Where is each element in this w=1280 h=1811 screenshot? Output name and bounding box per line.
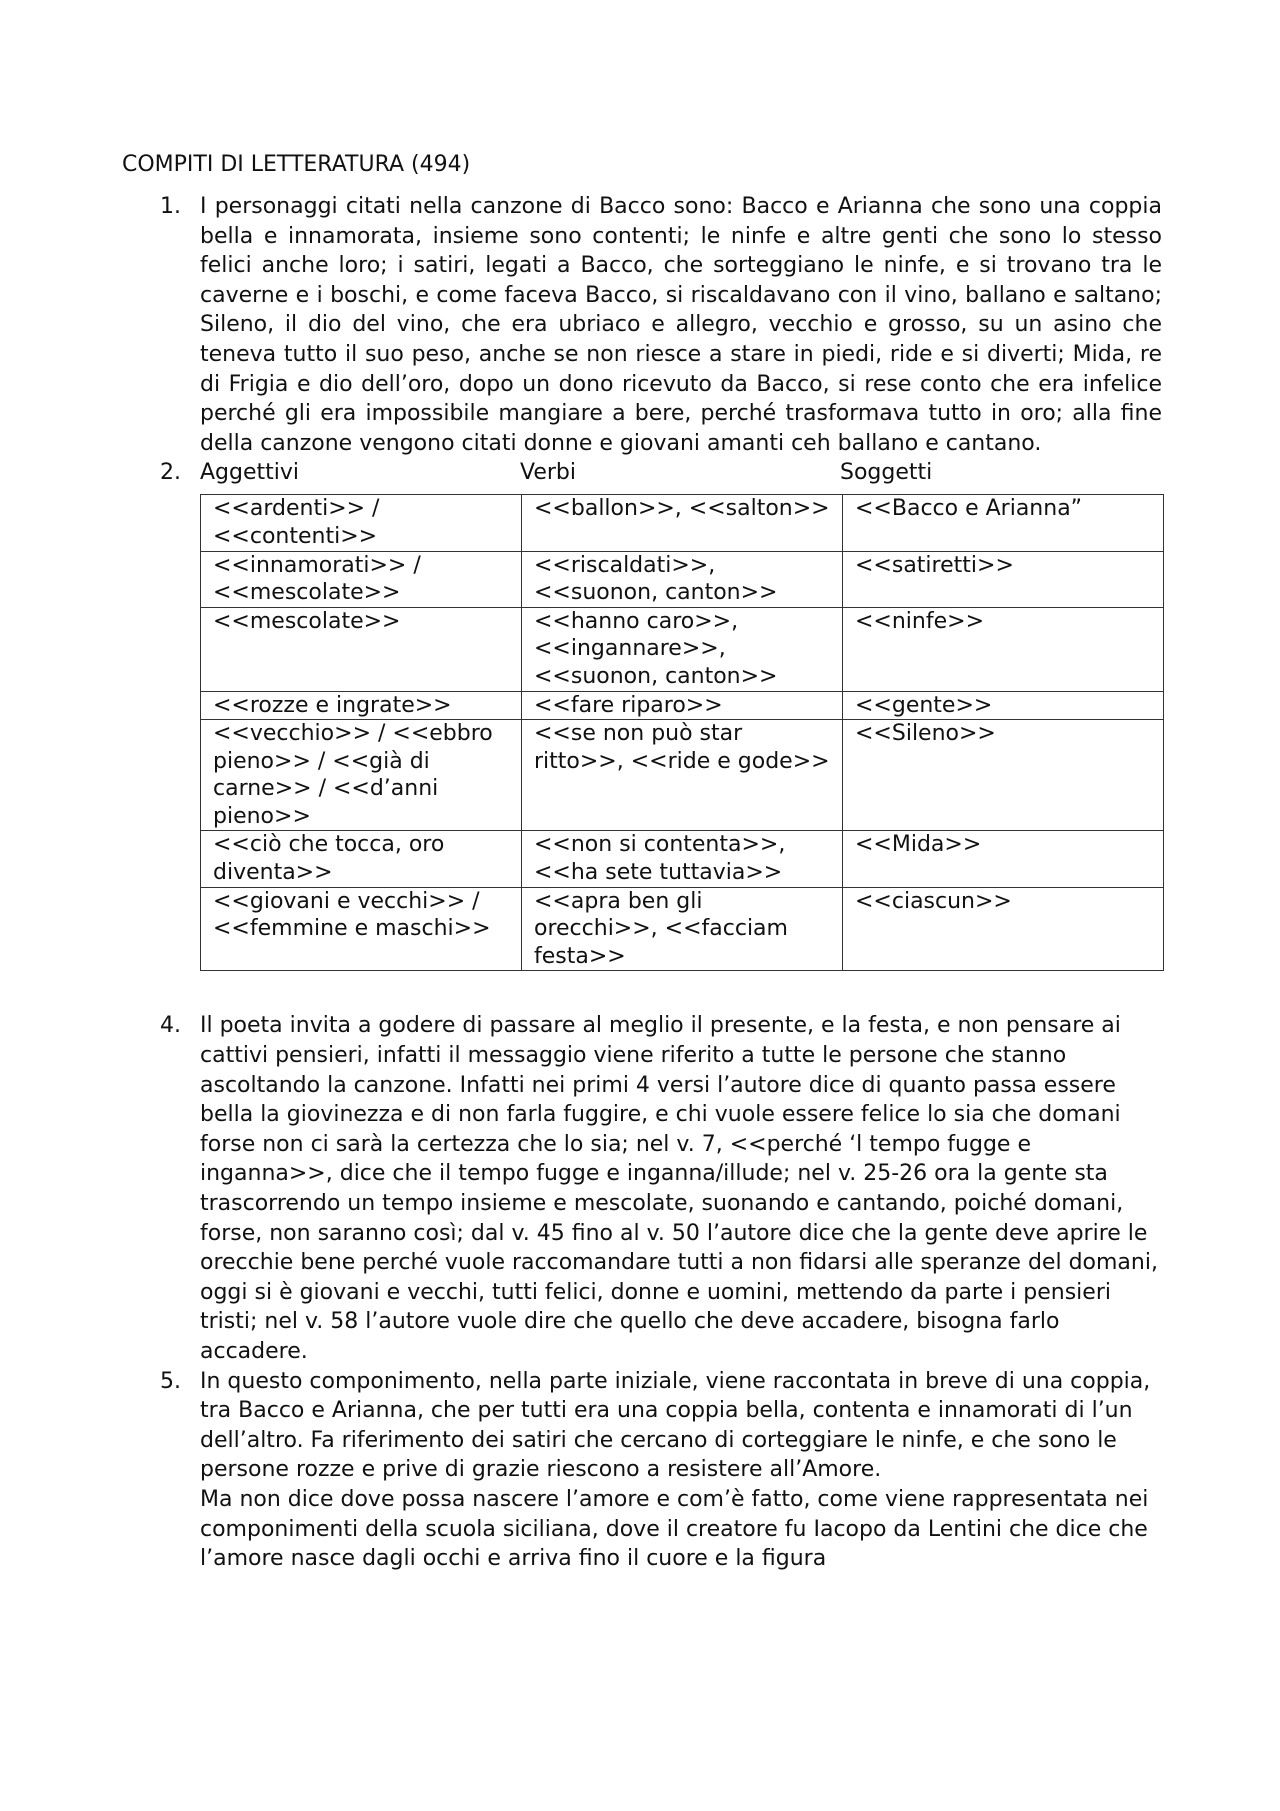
answer-text: Il poeta invita a godere di passare al meglio il presente, e la festa, e non pensare ai cattivi pensieri, infatti il messaggio viene riferito a tutte le persone che stanno ascoltando la canzone. Infatti nei primi 4 versi l’autore dice di quanto passa essere bella la giovinezza e di non farla fuggire, e chi vuole essere felice lo sia che domani forse non ci sarà la certezza che lo sia; nel v. 7, <<perché ‘l tempo fugge e inganna>>, dice che il tempo fugge e inganna/illude; nel v. 25-26 ora la gente sta trascorrendo un tempo insieme e mescolate, suonando e cantando, poiché domani, forse, non saranno così; dal v. 45 fino al v. 50 l’autore dice che la gente deve aprire le orecchie bene perché vuole raccomandare tutti a non fidarsi alle speranze del domani, oggi si è giovani e vecchi, tutti felici, donne e uomini, mettendo da parte i pensieri tristi; nel v. 58 l’autore vuole dire che quello che deve accadere, bisogna farlo accadere. (200, 1013, 1158, 1364)
table-cell: <<ciò che tocca, oro diventa>> (201, 831, 522, 887)
document-page (122, 150, 1162, 1574)
answer-1 (122, 192, 1162, 458)
table-cell: <<hanno caro>>, <<ingannare>>, <<suonon, canton>> (522, 607, 843, 691)
table-cell: <<rozze e ingrate>> (201, 691, 522, 720)
header-verbi: Verbi (520, 460, 576, 486)
table-row (201, 691, 1164, 720)
table-cell: <<ciascun>> (843, 887, 1164, 971)
answer-number: 1. (160, 194, 181, 219)
answer-number: 5. (160, 1368, 181, 1394)
answer-5 (122, 1367, 1162, 1574)
header-soggetti: Soggetti (840, 460, 933, 486)
table-cell: <<Sileno>> (843, 720, 1164, 831)
table-row (201, 720, 1164, 831)
table-cell: <<non si contenta>>, <<ha sete tuttavia>> (522, 831, 843, 887)
table-cell: <<ardenti>> / <<contenti>> (201, 495, 522, 551)
table-cell: <<Bacco e Arianna” (843, 495, 1164, 551)
table-row (201, 607, 1164, 691)
answer-number: 2. (160, 460, 181, 486)
table-headers (200, 458, 1162, 494)
table-cell: <<gente>> (843, 691, 1164, 720)
answer-text: In questo componimento, nella parte iniziale, viene raccontata in breve di una coppia, tra Bacco e Arianna, che per tutti era una coppia bella, contenta e innamorati di l’un dell’altro. Fa riferimento dei satiri che cercano di corteggiare le ninfe, e che sono le persone rozze e prive di grazie riescono a resistere all’Amore. (200, 1368, 1151, 1483)
table-cell: <<innamorati>> / <<mescolate>> (201, 551, 522, 607)
answer-text-continued: Ma non dice dove possa nascere l’amore e com’è fatto, come viene rappresentata nei componimenti della scuola siciliana, dove il creatore fu Iacopo da Lentini che dice che l’amore nasce dagli occhi e arriva fino il cuore e la figura (200, 1486, 1149, 1572)
table-cell: <<vecchio>> / <<ebbro pieno>> / <<già di carne>> / <<d’anni pieno>> (201, 720, 522, 831)
table-cell: <<giovani e vecchi>> / <<femmine e maschi>> (201, 887, 522, 971)
table-cell: <<ninfe>> (843, 607, 1164, 691)
answer-text: I personaggi citati nella canzone di Bacco sono: Bacco e Arianna che sono una coppia bella e innamorata, insieme sono contenti; le ninfe e altre genti che sono lo stesso felici anche loro; i satiri, legati a Bacco, che sorteggiano le ninfe, e si trovano tra le caverne e i boschi, e come faceva Bacco, si riscaldavano con il vino, ballano e saltano; Sileno, il dio del vino, che era ubriaco e allegro, vecchio e grosso, su un asino che teneva tutto il suo peso, anche se non riesce a stare in piedi, ride e si diverti; Mida, re di Frigia e dio dell’oro, dopo un dono ricevuto da Bacco, si rese conto che era infelice perché gli era impossibile mangiare a bere, perché trasformava tutto in oro; alla fine della canzone vengono citati donne e giovani amanti ceh ballano e cantano. (200, 194, 1162, 456)
table-cell: <<Mida>> (843, 831, 1164, 887)
page-title: COMPITI DI LETTERATURA (494) (122, 152, 471, 177)
table-cell: <<ballon>>, <<salton>> (522, 495, 843, 551)
table-cell: <<se non può star ritto>>, <<ride e gode>> (522, 720, 843, 831)
analysis-table (200, 494, 1164, 971)
header-aggettivi: Aggettivi (200, 460, 300, 486)
table-row (201, 495, 1164, 551)
answer-2 (122, 458, 1162, 494)
table-row (201, 887, 1164, 971)
table-cell: <<apra ben gli orecchi>>, <<facciam festa>> (522, 887, 843, 971)
table-cell: <<satiretti>> (843, 551, 1164, 607)
table-cell: <<riscaldati>>, <<suonon, canton>> (522, 551, 843, 607)
answer-4 (122, 1011, 1162, 1366)
table-row (201, 831, 1164, 887)
table-row (201, 551, 1164, 607)
table-cell: <<fare riparo>> (522, 691, 843, 720)
answer-number: 4. (160, 1013, 181, 1039)
table-cell: <<mescolate>> (201, 607, 522, 691)
